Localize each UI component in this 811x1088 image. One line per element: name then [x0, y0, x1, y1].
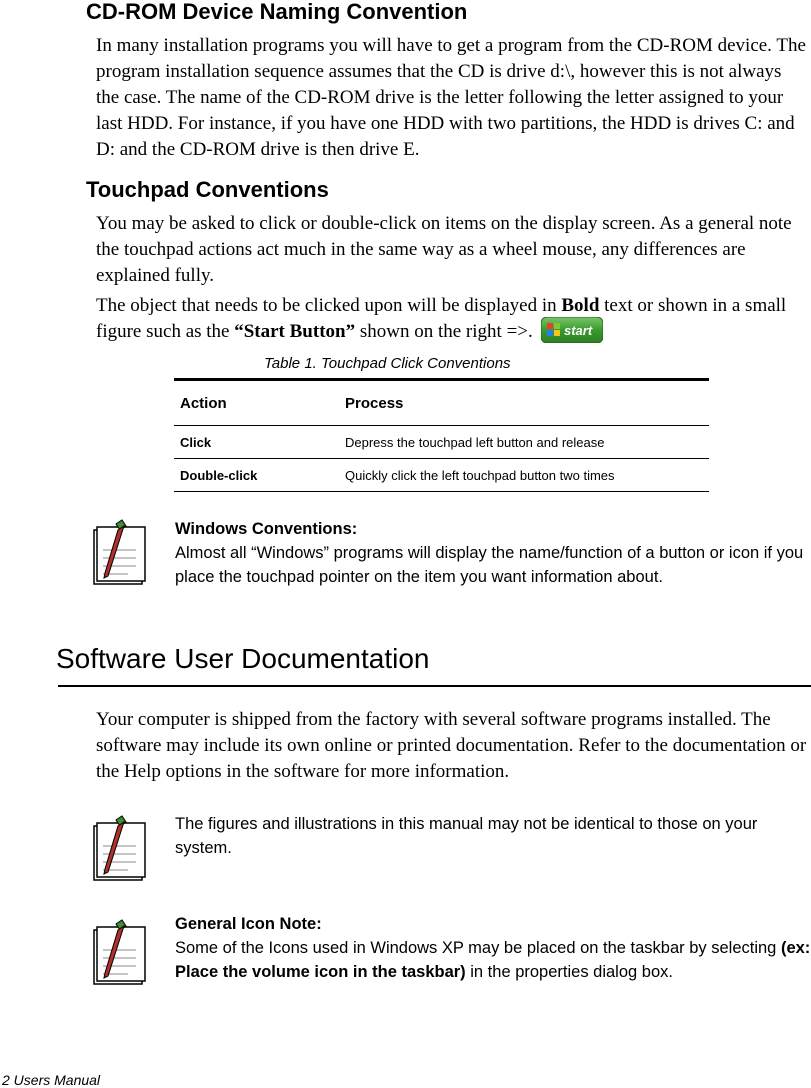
touchpad-paragraph-1: You may be asked to click or double-click on items on the display screen. As a general note the touchpad actions act much in the same way as a wheel mouse, any differences are explained fully.: [96, 213, 792, 286]
table-cell-action: Click: [174, 426, 339, 459]
touchpad-text-post: shown on the right =>.: [355, 321, 533, 342]
start-button-text: start: [563, 322, 592, 338]
general-icon-note: [175, 912, 811, 984]
software-paragraph: Your computer is shipped from the factory with several software programs installed. The software may include its own online or printed documentation. Refer to the documentation or the Help options in the software for more information.: [96, 709, 807, 782]
touchpad-text-mid: text or shown in a small figure such as the: [96, 295, 787, 342]
table-row: [174, 426, 709, 459]
table-cell-action: Double-click: [174, 459, 339, 492]
note-text: Almost all “Windows” programs will display the name/function of a button or icon if you place the touchpad pointer on the item you want information about.: [175, 544, 804, 586]
notepad-pen-icon: [88, 918, 156, 986]
note-text-pre: Some of the Icons used in Windows XP may be placed on the taskbar by selecting: [175, 939, 781, 957]
table-row: [174, 459, 709, 492]
start-button-reference: “Start Button”: [234, 321, 356, 342]
touchpad-text-pre: The object that needs to be clicked upon will be displayed in: [96, 295, 562, 316]
windows-start-icon: [541, 317, 603, 343]
touchpad-heading: Touchpad Conventions: [86, 177, 329, 202]
note-text-post: in the properties dialog box.: [465, 963, 673, 981]
table-caption: Table 1. Touchpad Click Conventions: [264, 355, 511, 372]
cdrom-paragraph: In many installation programs you will have to get a program from the CD-ROM device. The program installation sequence assumes that the CD is drive d:\, however this is not always the case. The name of the CD-ROM drive is the letter following the letter assigned to your last HDD. For instance, if you have one HDD with two partitions, the HDD is drives C: and D: and the CD-ROM drive is then drive E.: [96, 35, 806, 160]
column-header-process: Process: [339, 380, 709, 426]
notepad-pen-icon: [88, 518, 156, 586]
start-button-image: [541, 317, 603, 343]
section-divider: [58, 685, 811, 687]
cdrom-heading: CD-ROM Device Naming Convention: [86, 0, 468, 24]
table-header-row: [174, 380, 709, 426]
touchpad-paragraph-2: [96, 293, 808, 346]
software-heading: Software User Documentation: [56, 643, 430, 674]
note-title: General Icon Note:: [175, 915, 322, 933]
notepad-pen-icon: [88, 814, 156, 882]
table-cell-process: Quickly click the left touchpad button two times: [339, 459, 709, 492]
bold-example: Bold: [561, 295, 600, 316]
note-text: The figures and illustrations in this manual may not be identical to those on your system.: [175, 815, 758, 857]
page-footer: 2 Users Manual: [2, 1072, 101, 1088]
column-header-action: Action: [174, 380, 339, 426]
windows-conventions-note: [175, 517, 811, 589]
note-text-bold: (ex: Place the volume icon in the taskbar): [175, 939, 811, 981]
table-cell-process: Depress the touchpad left button and release: [339, 426, 709, 459]
touchpad-conventions-table: [174, 378, 709, 492]
figures-note: [175, 812, 811, 860]
note-title: Windows Conventions:: [175, 520, 358, 538]
